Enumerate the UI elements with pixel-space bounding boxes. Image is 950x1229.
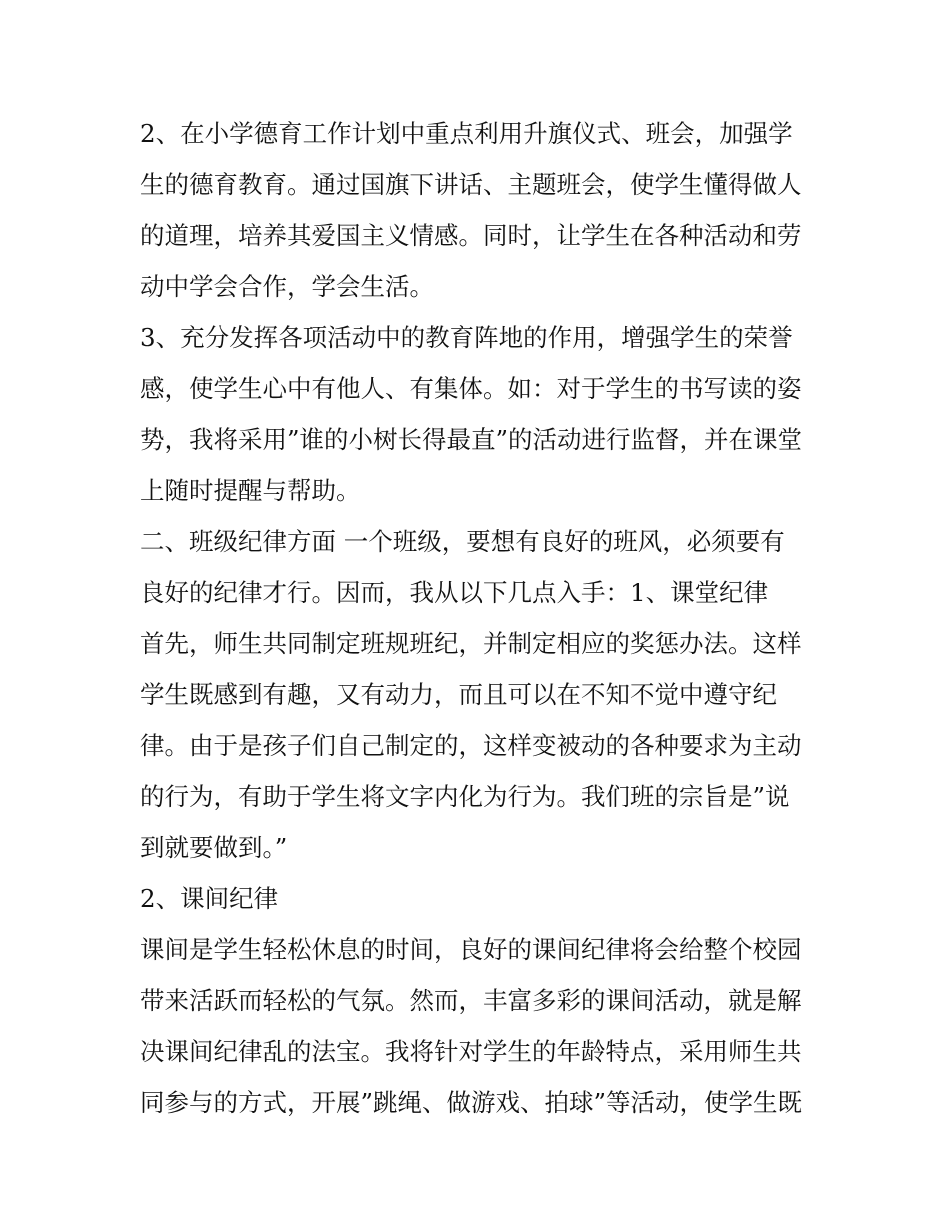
document-body xyxy=(140,108,830,1128)
text-line: 决课间纪律乱的法宝。我将针对学生的年龄特点，采用师生共 xyxy=(140,1037,802,1066)
text-line: 带来活跃而轻松的气氛。然而，丰富多彩的课间活动，就是解 xyxy=(140,986,802,1015)
text-line: 3、充分发挥各项活动中的教育阵地的作用，增强学生的荣誉 xyxy=(140,323,793,352)
text-line: 首先，师生共同制定班规班纪，并制定相应的奖惩办法。这样 xyxy=(140,629,802,658)
text-line: 二、班级纪律方面 一个班级，要想有良好的班风，必须要有 xyxy=(140,527,785,556)
text-line: 良好的纪律才行。因而，我从以下几点入手：1、课堂纪律 xyxy=(140,578,769,607)
text-line: 动中学会合作，学会生活。 xyxy=(140,272,434,301)
text-line: 2、在小学德育工作计划中重点利用升旗仪式、班会，加强学 xyxy=(140,119,793,148)
text-line: 学生既感到有趣，又有动力，而且可以在不知不觉中遵守纪 xyxy=(140,680,777,709)
text-line: 2、课间纪律 xyxy=(140,884,279,913)
text-line: 上随时提醒与帮助。 xyxy=(140,476,361,505)
text-line: 生的德育教育。通过国旗下讲话、主题班会，使学生懂得做人 xyxy=(140,170,802,199)
text-line: 的道理，培养其爱国主义情感。同时，让学生在各种活动和劳 xyxy=(140,221,802,250)
text-line: 同参与的方式，开展”跳绳、做游戏、拍球”等活动，使学生既 xyxy=(140,1088,803,1117)
text-line: 感，使学生心中有他人、有集体。如：对于学生的书写读的姿 xyxy=(140,374,802,403)
text-line: 的行为，有助于学生将文字内化为行为。我们班的宗旨是”说 xyxy=(140,782,790,811)
text-line: 势，我将采用”谁的小树长得最直”的活动进行监督，并在课堂 xyxy=(140,425,803,454)
text-line: 律。由于是孩子们自己制定的，这样变被动的各种要求为主动 xyxy=(140,731,802,760)
text-line: 课间是学生轻松休息的时间，良好的课间纪律将会给整个校园 xyxy=(140,935,802,964)
text-line: 到就要做到。” xyxy=(140,833,288,862)
